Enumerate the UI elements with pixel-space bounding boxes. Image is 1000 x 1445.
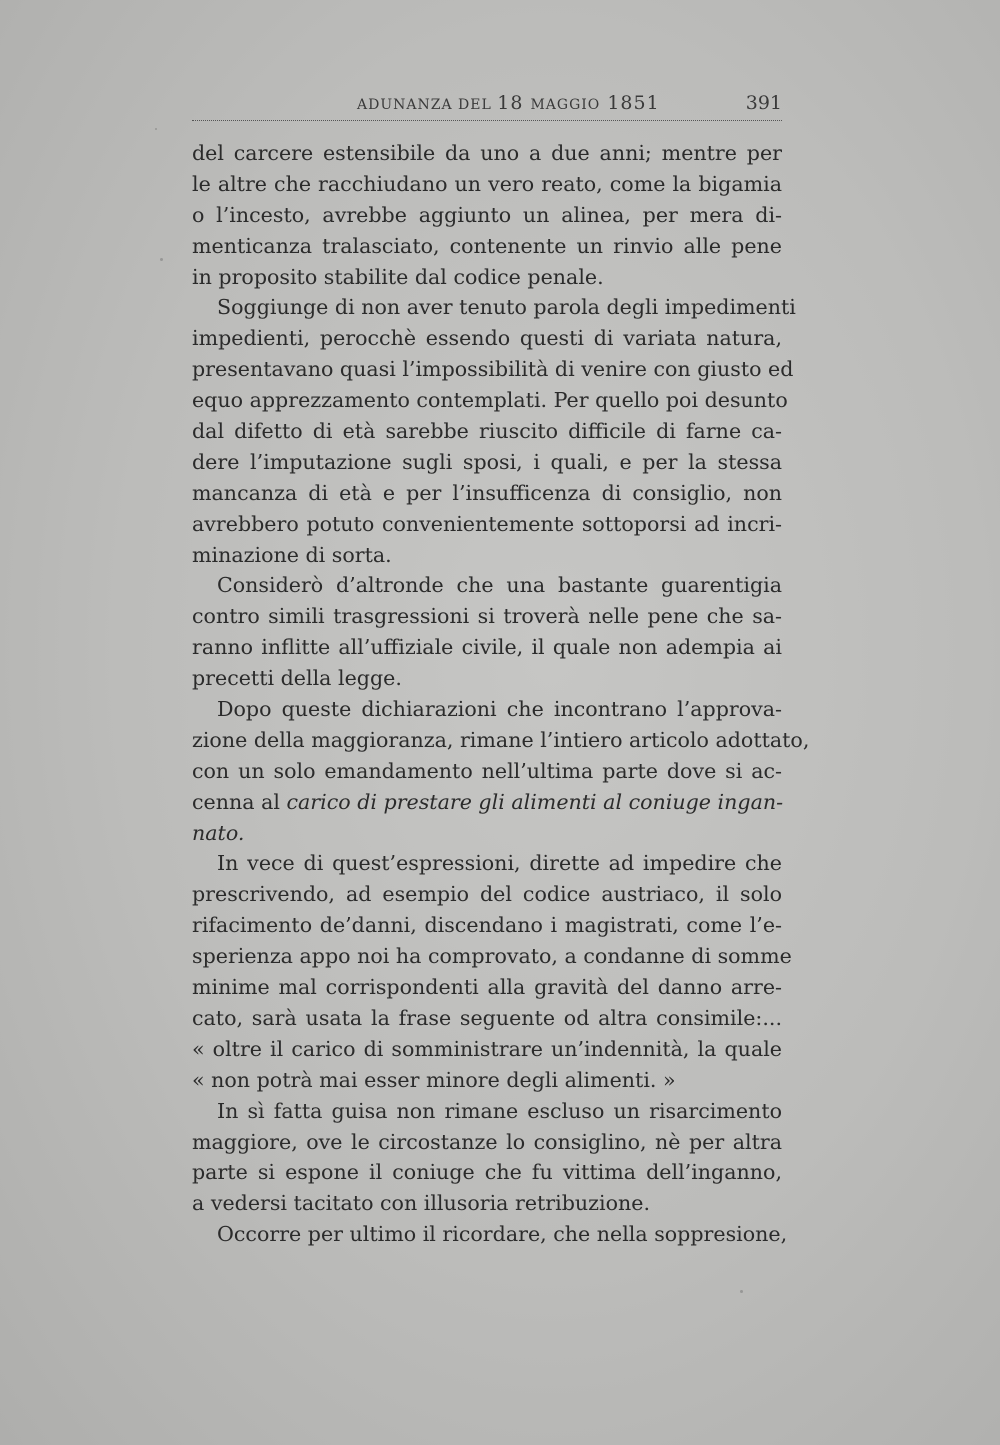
text-line: In vece di quest’espressioni, dirette ad impedire che	[217, 851, 782, 876]
text-line: sperienza appo noi ha comprovato, a condanne di somme	[192, 944, 792, 969]
text-line: a vedersi tacitato con illusoria retribuzione.	[192, 1191, 651, 1216]
text-line: equo apprezzamento contemplati. Per quello poi desunto	[192, 388, 788, 413]
text-line: rifacimento de’danni, discendano i magistrati, come l’e-	[192, 913, 782, 938]
running-title-month: MAGGIO	[530, 97, 601, 113]
text-line-italic: nato.	[192, 820, 245, 845]
running-header	[192, 90, 782, 121]
text-line-plain: cenna al	[192, 789, 287, 814]
text-line: dere l’imputazione sugli sposi, i quali, e per la stessa	[192, 449, 782, 474]
text-line: impedienti, perocchè essendo questi di variata natura,	[192, 326, 782, 351]
text-line: Soggiunge di non aver tenuto parola degli impedimenti	[217, 295, 796, 320]
text-line: o l’incesto, avrebbe aggiunto un alinea, per mera di-	[192, 202, 782, 227]
text-line: in proposito stabilite dal codice penale.	[192, 264, 604, 289]
page-number: 391	[745, 92, 782, 114]
text-line: Considerò d’altronde che una bastante guarentigia	[217, 573, 782, 598]
text-line: Occorre per ultimo il ricordare, che nella soppresione,	[217, 1222, 788, 1247]
text-line: zione della maggioranza, rimane l’intiero articolo adottato,	[192, 727, 810, 752]
text-line: maggiore, ove le circostanze lo consiglino, nè per altra	[192, 1129, 782, 1154]
text-line: le altre che racchiudano un vero reato, come la bigamia	[192, 171, 782, 196]
text-line: parte si espone il coniuge che fu vittima dell’inganno,	[192, 1160, 782, 1185]
text-line	[192, 818, 782, 849]
text-line-italic: carico di prestare gli alimenti al coniuge ingan-	[286, 789, 784, 814]
text-line	[192, 787, 782, 818]
text-line: prescrivendo, ad esempio del codice austriaco, il solo	[192, 882, 782, 907]
text-line: presentavano quasi l’impossibilità di venire con giusto ed	[192, 357, 794, 382]
print-speck	[160, 258, 163, 261]
text-line: del carcere estensibile da uno a due anni; mentre per	[192, 141, 782, 165]
text-line: cato, sarà usata la frase seguente od altra consimile:...	[192, 1005, 782, 1030]
text-line: contro simili trasgressioni si troverà nelle pene che sa-	[192, 604, 782, 629]
text-line: minazione di sorta.	[192, 542, 392, 567]
running-title-part1: ADUNANZA DEL	[357, 97, 498, 113]
text-line: dal difetto di età sarebbe riuscito difficile di farne ca-	[192, 419, 782, 444]
running-title-year: 1851	[600, 92, 660, 114]
text-line: « oltre il carico di somministrare un’indennità, la quale	[192, 1036, 782, 1061]
text-line: mancanza di età e per l’insufficenza di consiglio, non	[192, 480, 782, 505]
running-title	[357, 92, 660, 114]
running-title-day: 18	[497, 92, 531, 114]
text-line: « non potrà mai esser minore degli alimenti. »	[192, 1067, 676, 1092]
text-line: precetti della legge.	[192, 666, 402, 691]
print-speck	[155, 128, 157, 130]
text-line: menticanza tralasciato, contenente un rinvio alle pene	[192, 233, 782, 258]
body-text	[192, 138, 810, 1250]
text-line: ranno inflitte all’uffiziale civile, il quale non adempia ai	[192, 635, 782, 660]
print-speck	[740, 1290, 743, 1293]
text-line: avrebbero potuto convenientemente sottoporsi ad incri-	[192, 511, 782, 536]
text-line: Dopo queste dichiarazioni che incontrano l’approva-	[217, 697, 782, 722]
text-line: In sì fatta guisa non rimane escluso un risarcimento	[217, 1098, 782, 1123]
text-line: minime mal corrispondenti alla gravità del danno arre-	[192, 975, 782, 1000]
text-line: con un solo emandamento nell’ultima parte dove si ac-	[192, 758, 782, 783]
